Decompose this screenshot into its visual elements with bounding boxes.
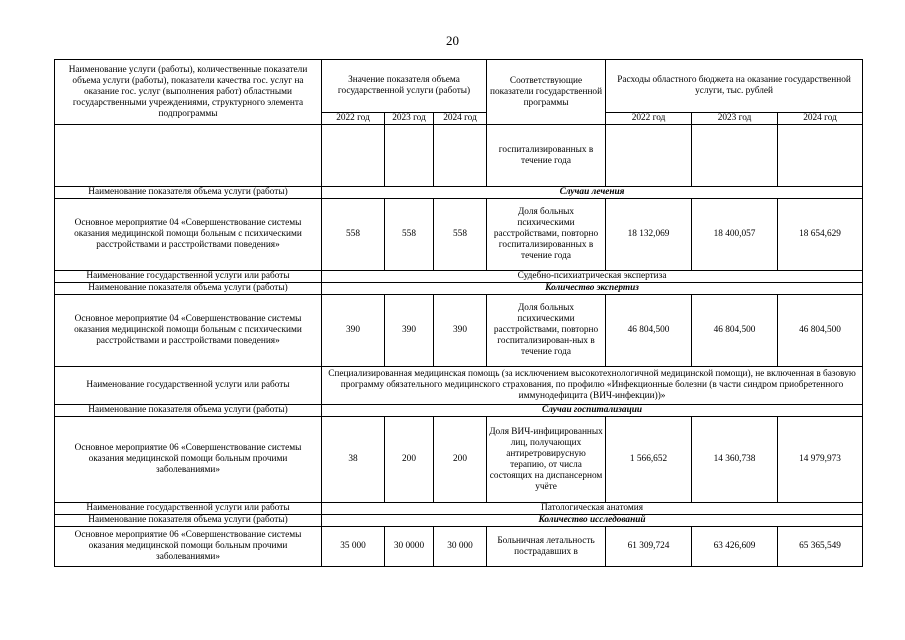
hosp-label-name: Наименование показателя объема услуги (работы): [55, 405, 322, 417]
event-4-volume-2024: 30 000: [434, 527, 487, 567]
event-4-expense-2023: 63 426,609: [692, 527, 778, 567]
event-3-volume-2022: 38: [322, 417, 385, 503]
hosp-label-value: Случаи госпитализации: [322, 405, 863, 417]
event-4-name: Основное мероприятие 06 «Совершенствование системы оказания медицинской помощи больным прочими заболеваниями»: [55, 527, 322, 567]
header-expense-year-2022: 2022 год: [606, 113, 692, 125]
event-1-name: Основное мероприятие 04 «Совершенствование системы оказания медицинской помощи больным с психическими расстройствами и расстройствами поведения»: [55, 199, 322, 271]
budget-table: [54, 59, 863, 567]
header-expense-year-2024: 2024 год: [778, 113, 863, 125]
header-volume-year-2022: 2022 год: [322, 113, 385, 125]
event-4-indicator: Больничная летальность пострадавших в: [487, 527, 606, 567]
event-row-4: [55, 527, 863, 567]
cases-label-value: Случаи лечения: [322, 187, 863, 199]
event-3-volume-2023: 200: [385, 417, 434, 503]
service-specialized-name: Наименование государственной услуги или работы: [55, 367, 322, 405]
header-volume-year-2023: 2023 год: [385, 113, 434, 125]
event-4-volume-2023: 30 0000: [385, 527, 434, 567]
service-pathology-name: Наименование государственной услуги или работы: [55, 503, 322, 515]
research-label-name: Наименование показателя объема услуги (работы): [55, 515, 322, 527]
hosp-label-row: [55, 405, 863, 417]
event-1-expense-2023: 18 400,057: [692, 199, 778, 271]
expertise-label-row: [55, 283, 863, 295]
page-number: 20: [446, 33, 459, 48]
event-1-volume-2024: 558: [434, 199, 487, 271]
event-1-volume-2023: 558: [385, 199, 434, 271]
header-service-name: Наименование услуги (работы), количественные показатели объема услуги (работы), показатели качества гос. услуг на оказание гос. услуг (выполнения работ) областными государственными учреждениями, структурного элемента подпрограммы: [55, 60, 322, 125]
event-1-expense-2024: 18 654,629: [778, 199, 863, 271]
event-2-expense-2022: 46 804,500: [606, 295, 692, 367]
event-2-volume-2024: 390: [434, 295, 487, 367]
expertise-label-value: Количество экспертиз: [322, 283, 863, 295]
research-label-value: Количество исследований: [322, 515, 863, 527]
service-expertise-name: Наименование государственной услуги или работы: [55, 271, 322, 283]
continuation-indicator: госпитализированных в течение года: [487, 125, 606, 187]
event-2-indicator: Доля больных психическими расстройствами, повторно госпитализирован-ных в течение года: [487, 295, 606, 367]
event-3-expense-2022: 1 566,652: [606, 417, 692, 503]
event-3-indicator: Доля ВИЧ-инфицированных лиц, получающих антиретровирусную терапию, от числа состоящих на диспансерном учёте: [487, 417, 606, 503]
header-expense-year-2023: 2023 год: [692, 113, 778, 125]
event-1-indicator: Доля больных психическими расстройствами, повторно госпитализированных в течение года: [487, 199, 606, 271]
event-2-volume-2023: 390: [385, 295, 434, 367]
event-2-expense-2024: 46 804,500: [778, 295, 863, 367]
service-specialized-row: [55, 367, 863, 405]
header-volume-year-2024: 2024 год: [434, 113, 487, 125]
event-2-volume-2022: 390: [322, 295, 385, 367]
expertise-label-name: Наименование показателя объема услуги (работы): [55, 283, 322, 295]
event-2-name: Основное мероприятие 04 «Совершенствование системы оказания медицинской помощи больным с психическими расстройствами и расстройствами поведения»: [55, 295, 322, 367]
service-pathology-row: [55, 503, 863, 515]
event-3-expense-2023: 14 360,738: [692, 417, 778, 503]
cases-label-name: Наименование показателя объема услуги (работы): [55, 187, 322, 199]
event-row-3: [55, 417, 863, 503]
event-4-expense-2024: 65 365,549: [778, 527, 863, 567]
event-3-name: Основное мероприятие 06 «Совершенствование системы оказания медицинской помощи больным прочими заболеваниями»: [55, 417, 322, 503]
event-2-expense-2023: 46 804,500: [692, 295, 778, 367]
event-row-1: [55, 199, 863, 271]
event-4-expense-2022: 61 309,724: [606, 527, 692, 567]
header-indicator: Соответствующие показатели государственной программы: [487, 60, 606, 125]
event-3-volume-2024: 200: [434, 417, 487, 503]
header-volume: Значение показателя объема государственной услуги (работы): [322, 60, 487, 113]
research-label-row: [55, 515, 863, 527]
event-1-expense-2022: 18 132,069: [606, 199, 692, 271]
service-pathology-value: Патологическая анатомия: [322, 503, 863, 515]
header-expenses: Расходы областного бюджета на оказание государственной услуги, тыс. рублей: [606, 60, 863, 113]
service-expertise-row: [55, 271, 863, 283]
event-1-volume-2022: 558: [322, 199, 385, 271]
continuation-row: [55, 125, 863, 187]
service-specialized-value: Специализированная медицинская помощь (за исключением высокотехнологичной медицинской помощи), не включенная в базовую программу обязательного медицинского страхования, по профилю «Инфекционные болезни (в части синдром приобретенного иммунодефицита (ВИЧ-инфекции))»: [322, 367, 863, 405]
event-row-2: [55, 295, 863, 367]
header-row: [55, 60, 863, 113]
service-expertise-value: Судебно-психиатрическая экспертиза: [322, 271, 863, 283]
event-4-volume-2022: 35 000: [322, 527, 385, 567]
cases-label-row: [55, 187, 863, 199]
event-3-expense-2024: 14 979,973: [778, 417, 863, 503]
